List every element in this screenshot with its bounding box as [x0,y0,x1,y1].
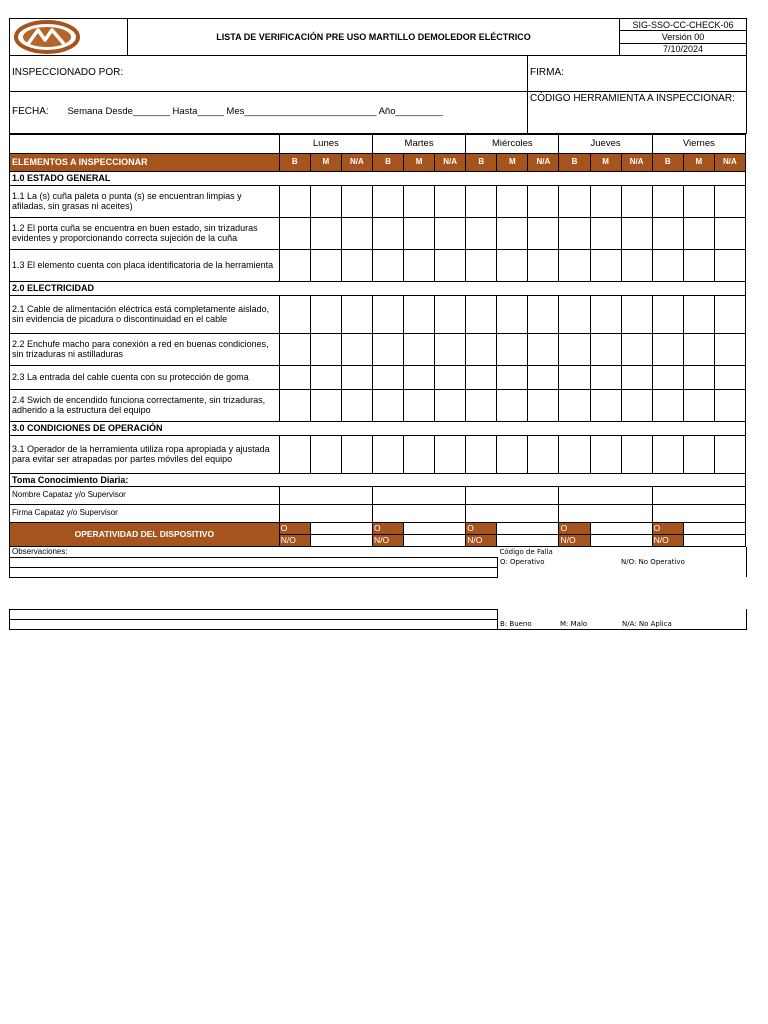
rating-checkbox[interactable] [404,435,435,473]
daily-signature-field[interactable] [279,504,372,522]
rating-checkbox[interactable] [590,333,621,365]
rating-checkbox[interactable] [310,435,341,473]
rating-checkbox[interactable] [590,365,621,389]
rating-checkbox[interactable] [341,249,372,281]
rating-column-header: N/A [528,153,559,171]
legend-bad: M: Malo [560,620,588,628]
rating-checkbox[interactable] [528,217,559,249]
rating-checkbox[interactable] [310,217,341,249]
rating-checkbox[interactable] [279,365,310,389]
operability-no-field[interactable] [590,534,652,546]
rating-checkbox[interactable] [528,435,559,473]
rating-checkbox[interactable] [714,249,745,281]
operability-o-field[interactable] [683,522,745,534]
daily-name-row [10,486,746,504]
rating-checkbox[interactable] [435,217,466,249]
legend-good: B: Bueno [500,620,532,628]
operability-label: OPERATIVIDAD DEL DISPOSITIVO [10,522,280,546]
operability-no-field[interactable] [497,534,559,546]
operability-o-field[interactable] [404,522,466,534]
checklist-item-text: 2.4 Swich de encendido funciona correctamente, sin trizaduras, adherido a la estructura del equipo [10,389,280,421]
tool-code-field[interactable]: CÓDIGO HERRAMIENTA A INSPECCIONAR: [528,91,747,133]
rating-checkbox[interactable] [621,249,652,281]
bottom-lines-table [9,609,747,631]
operability-no-label: N/O [466,534,497,546]
rating-checkbox[interactable] [341,435,372,473]
daily-title: Toma Conocimiento Diaria: [10,473,746,486]
rating-checkbox[interactable] [528,249,559,281]
operability-o-field[interactable] [310,522,372,534]
rating-checkbox[interactable] [404,389,435,421]
document-code: SIG-SSO-CC-CHECK-06 [620,19,747,31]
rating-checkbox[interactable] [372,389,403,421]
day-header: Lunes [279,134,372,153]
rating-checkbox[interactable] [497,389,528,421]
rating-checkbox[interactable] [528,185,559,217]
rating-column-header: M [404,153,435,171]
rating-checkbox[interactable] [466,365,497,389]
rating-checkbox[interactable] [372,217,403,249]
checklist-item-text: 3.1 Operador de la herramienta utiliza ropa apropiada y ajustada para evitar ser atrapadas por partes móviles del equipo [10,435,280,473]
section-title: 3.0 CONDICIONES DE OPERACIÓN [10,421,746,435]
rating-checkbox[interactable] [652,295,683,333]
rating-checkbox[interactable] [652,389,683,421]
checklist-item-text: 1.1 La (s) cuña paleta o punta (s) se encuentran limpias y afiladas, sin grasas ni aceites) [10,185,280,217]
rating-checkbox[interactable] [404,185,435,217]
rating-checkbox[interactable] [497,249,528,281]
rating-checkbox[interactable] [310,295,341,333]
rating-checkbox[interactable] [652,249,683,281]
rating-checkbox[interactable] [652,435,683,473]
checklist-item-row [10,333,746,365]
observations-line-4[interactable] [10,619,498,630]
rating-checkbox[interactable] [404,249,435,281]
rating-checkbox[interactable] [279,333,310,365]
rating-checkbox[interactable] [528,365,559,389]
gap [9,578,746,609]
rating-checkbox[interactable] [590,435,621,473]
company-logo-icon [14,20,80,54]
checklist-item-row [10,249,746,281]
rating-checkbox[interactable] [372,295,403,333]
date-line: Semana Desde_______ Hasta_____ Mes_________________________ Año_________ [67,106,444,117]
daily-signature-row [10,504,746,522]
rating-checkbox[interactable] [652,365,683,389]
rating-column-header: M [310,153,341,171]
rating-checkbox[interactable] [279,217,310,249]
operability-o-field[interactable] [590,522,652,534]
rating-checkbox[interactable] [466,333,497,365]
day-header: Jueves [559,134,652,153]
rating-checkbox[interactable] [652,217,683,249]
daily-title-row [10,473,746,486]
rating-checkbox[interactable] [621,389,652,421]
rating-checkbox[interactable] [341,295,372,333]
rating-checkbox[interactable] [590,389,621,421]
rating-checkbox[interactable] [559,333,590,365]
checklist-item-text: 2.3 La entrada del cable cuenta con su protección de goma [10,365,280,389]
rating-checkbox[interactable] [279,295,310,333]
rating-checkbox[interactable] [683,389,714,421]
days-header-row [10,134,746,153]
operability-no-field[interactable] [683,534,745,546]
rating-checkbox[interactable] [279,185,310,217]
date-label: FECHA: [12,106,49,117]
checklist-item-text: 2.2 Enchufe macho para conexión a red en buenas condiciones, sin trizaduras ni astilladuras [10,333,280,365]
columns-header-row [10,153,746,171]
daily-signature-field[interactable] [652,504,745,522]
observations-line-1[interactable] [10,557,498,567]
operability-no-field[interactable] [404,534,466,546]
rating-column-header: M [497,153,528,171]
rating-checkbox[interactable] [372,249,403,281]
daily-name-label: Nombre Capataz y/o Supervisor [10,486,280,504]
rating-checkbox[interactable] [621,435,652,473]
checklist-item-row [10,389,746,421]
legend-not-operative: N/O: No Operativo [621,558,685,566]
operability-o-label: O [279,522,310,534]
rating-checkbox[interactable] [435,295,466,333]
day-header: Miércoles [466,134,559,153]
operability-o-label: O [652,522,683,534]
rating-checkbox[interactable] [497,217,528,249]
signature-field[interactable]: FIRMA: [528,56,747,91]
rating-checkbox[interactable] [714,185,745,217]
rating-checkbox[interactable] [466,249,497,281]
rating-checkbox[interactable] [466,217,497,249]
daily-signature-label: Firma Capataz y/o Supervisor [10,504,280,522]
rating-checkbox[interactable] [466,435,497,473]
rating-checkbox[interactable] [714,389,745,421]
rating-checkbox[interactable] [435,185,466,217]
checklist-item-row [10,435,746,473]
rating-checkbox[interactable] [404,217,435,249]
rating-checkbox[interactable] [435,435,466,473]
rating-checkbox[interactable] [714,435,745,473]
daily-name-field[interactable] [372,486,465,504]
rating-checkbox[interactable] [310,365,341,389]
rating-checkbox[interactable] [372,185,403,217]
daily-name-field[interactable] [652,486,745,504]
rating-column-header: B [372,153,403,171]
rating-checkbox[interactable] [559,435,590,473]
observations-table [9,547,747,578]
rating-legend [498,619,747,630]
rating-checkbox[interactable] [559,217,590,249]
section-title: 2.0 ELECTRICIDAD [10,281,746,295]
rating-checkbox[interactable] [341,389,372,421]
operability-no-label: N/O [279,534,310,546]
rating-column-header: N/A [621,153,652,171]
rating-checkbox[interactable] [497,365,528,389]
daily-signature-field[interactable] [466,504,559,522]
rating-checkbox[interactable] [372,333,403,365]
rating-checkbox[interactable] [404,333,435,365]
rating-checkbox[interactable] [466,185,497,217]
rating-checkbox[interactable] [683,217,714,249]
section-row [10,281,746,295]
rating-checkbox[interactable] [497,295,528,333]
logo-cell [10,19,128,56]
section-title: 1.0 ESTADO GENERAL [10,171,746,185]
observations-label: Observaciones: [10,547,498,558]
operability-o-label: O [559,522,590,534]
rating-checkbox[interactable] [497,185,528,217]
blank-header-cell [10,134,280,153]
rating-checkbox[interactable] [497,333,528,365]
rating-checkbox[interactable] [341,185,372,217]
form-info-table [9,56,747,134]
operability-no-label: N/O [372,534,403,546]
rating-checkbox[interactable] [279,249,310,281]
observations-line-3[interactable] [10,609,498,619]
header-table [9,18,747,56]
rating-checkbox[interactable] [372,435,403,473]
rating-column-header: B [279,153,310,171]
daily-name-field[interactable] [559,486,652,504]
rating-checkbox[interactable] [310,333,341,365]
rating-checkbox[interactable] [341,365,372,389]
rating-checkbox[interactable] [683,333,714,365]
document-version: Versión 00 [620,31,747,43]
daily-name-field[interactable] [279,486,372,504]
rating-column-header: B [652,153,683,171]
rating-checkbox[interactable] [341,333,372,365]
rating-checkbox[interactable] [435,249,466,281]
daily-signature-field[interactable] [372,504,465,522]
rating-checkbox[interactable] [621,185,652,217]
daily-signature-field[interactable] [559,504,652,522]
rating-checkbox[interactable] [590,295,621,333]
rating-checkbox[interactable] [621,295,652,333]
rating-checkbox[interactable] [590,249,621,281]
rating-checkbox[interactable] [621,365,652,389]
checklist-item-text: 2.1 Cable de alimentación eléctrica está completamente aislado, sin evidencia de picadura o discontinuidad en el cable [10,295,280,333]
rating-checkbox[interactable] [310,389,341,421]
legend-spacer [498,567,747,577]
rating-checkbox[interactable] [590,217,621,249]
rating-checkbox[interactable] [466,389,497,421]
rating-checkbox[interactable] [528,389,559,421]
rating-checkbox[interactable] [683,435,714,473]
section-row [10,171,746,185]
rating-checkbox[interactable] [621,217,652,249]
legend-na: N/A: No Aplica [622,620,672,628]
document-title: LISTA DE VERIFICACIÓN PRE USO MARTILLO DEMOLEDOR ELÉCTRICO [128,19,620,56]
rating-checkbox[interactable] [466,295,497,333]
inspection-table [9,134,746,547]
rating-column-header: M [590,153,621,171]
rating-checkbox[interactable] [683,249,714,281]
rating-checkbox[interactable] [683,185,714,217]
checklist-item-row [10,365,746,389]
daily-name-field[interactable] [466,486,559,504]
rating-checkbox[interactable] [714,333,745,365]
observations-line-2[interactable] [10,567,498,577]
rating-column-header: N/A [341,153,372,171]
inspected-by-field[interactable]: INSPECCIONADO POR: [10,56,528,91]
operability-o-label: O [466,522,497,534]
rating-checkbox[interactable] [435,333,466,365]
rating-column-header: N/A [435,153,466,171]
checklist-sheet [9,18,746,630]
day-header: Viernes [652,134,745,153]
rating-checkbox[interactable] [279,435,310,473]
operability-row [10,522,746,534]
rating-column-header: B [559,153,590,171]
date-field[interactable] [10,91,528,133]
operability-no-field[interactable] [310,534,372,546]
rating-checkbox[interactable] [559,295,590,333]
section-row [10,421,746,435]
rating-checkbox[interactable] [621,333,652,365]
rating-checkbox[interactable] [683,295,714,333]
rating-checkbox[interactable] [590,185,621,217]
rating-checkbox[interactable] [279,389,310,421]
rating-column-header: N/A [714,153,745,171]
checklist-item-row [10,185,746,217]
legend-operative: O: Operativo [500,558,545,566]
rating-checkbox[interactable] [310,249,341,281]
checklist-item-text: 1.2 El porta cuña se encuentra en buen estado, sin trizaduras evidentes y proporcionando correcta sujeción de la cuña [10,217,280,249]
fault-code-label: Código de Falla [498,547,747,558]
rating-checkbox[interactable] [652,333,683,365]
checklist-item-row [10,295,746,333]
rating-checkbox[interactable] [435,365,466,389]
rating-checkbox[interactable] [559,365,590,389]
rating-checkbox[interactable] [404,365,435,389]
rating-checkbox[interactable] [497,435,528,473]
operability-no-label: N/O [652,534,683,546]
rating-checkbox[interactable] [435,389,466,421]
rating-checkbox[interactable] [372,365,403,389]
rating-checkbox[interactable] [652,185,683,217]
document-date: 7/10/2024 [620,43,747,55]
rating-checkbox[interactable] [559,389,590,421]
rating-checkbox[interactable] [714,295,745,333]
rating-checkbox[interactable] [528,333,559,365]
rating-checkbox[interactable] [310,185,341,217]
operability-o-field[interactable] [497,522,559,534]
elements-header: ELEMENTOS A INSPECCIONAR [10,153,280,171]
day-header: Martes [372,134,465,153]
rating-checkbox[interactable] [404,295,435,333]
checklist-item-row [10,217,746,249]
rating-checkbox[interactable] [683,365,714,389]
operability-o-label: O [372,522,403,534]
rating-checkbox[interactable] [559,249,590,281]
rating-checkbox[interactable] [714,217,745,249]
rating-checkbox[interactable] [714,365,745,389]
legend-spacer-2 [498,609,747,619]
rating-checkbox[interactable] [528,295,559,333]
rating-column-header: B [466,153,497,171]
rating-checkbox[interactable] [559,185,590,217]
operability-legend [498,557,747,567]
checklist-item-text: 1.3 El elemento cuenta con placa identificatoria de la herramienta [10,249,280,281]
operability-no-label: N/O [559,534,590,546]
rating-checkbox[interactable] [341,217,372,249]
rating-column-header: M [683,153,714,171]
